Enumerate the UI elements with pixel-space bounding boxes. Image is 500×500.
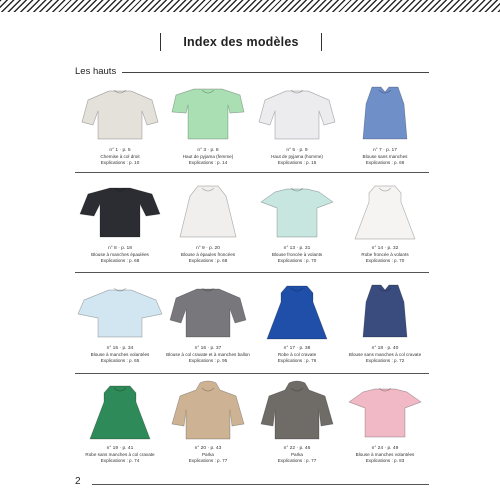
model-instructions: Explications : p. 95 <box>188 358 228 364</box>
gathered-shoulder-blouse-icon <box>164 180 252 242</box>
model-number: n° 14 · p. 32 <box>371 246 399 251</box>
model-number: n° 1 · p. 5 <box>109 148 131 153</box>
model-instructions: Explications : p. 66 <box>365 160 405 166</box>
model-name: Haut de pyjama (homme) <box>271 154 323 160</box>
model-item[interactable] <box>164 280 252 365</box>
row-divider <box>75 172 429 173</box>
model-item[interactable] <box>76 280 164 365</box>
model-number: n° 9 · p. 20 <box>196 246 220 251</box>
model-name: Haut de pyjama (femme) <box>182 154 234 160</box>
model-number: n° 22 · p. 46 <box>283 446 311 451</box>
model-instructions: Explications : p. 76 <box>277 358 317 364</box>
model-name: Parka <box>201 452 214 458</box>
ruffle-blouse-icon <box>253 180 341 242</box>
model-name: Blouse sans manches <box>362 154 408 160</box>
model-item[interactable] <box>253 180 341 265</box>
model-number: n° 18 · p. 40 <box>371 346 399 351</box>
model-caption <box>76 446 164 465</box>
model-number: n° 17 · p. 38 <box>283 346 311 351</box>
model-item[interactable] <box>341 380 429 465</box>
model-name: Blouse à épaules froncées <box>180 252 236 258</box>
model-number: n° 5 · p. 9 <box>286 148 308 153</box>
model-caption <box>164 346 252 365</box>
hatched-top-border <box>0 0 500 12</box>
model-instructions: Explications : p. 70 <box>277 258 317 264</box>
model-instructions: Explications : p. 70 <box>365 258 405 264</box>
model-instructions: Explications : p. 77 <box>188 458 228 464</box>
model-item[interactable] <box>341 280 429 365</box>
section-rule <box>122 72 429 73</box>
model-caption <box>253 246 341 265</box>
page-number: 2 <box>75 476 81 487</box>
model-caption <box>76 148 164 167</box>
model-caption <box>76 246 164 265</box>
striped-pajama-top-icon <box>253 82 341 144</box>
model-item[interactable] <box>76 180 164 265</box>
bottom-rule <box>92 484 429 485</box>
model-number: n° 24 · p. 49 <box>371 446 399 451</box>
model-item[interactable] <box>164 180 252 265</box>
model-instructions: Explications : p. 15 <box>277 160 317 166</box>
model-instructions: Explications : p. 72 <box>365 358 405 364</box>
model-name: Blouse froncée à volants <box>271 252 323 258</box>
model-instructions: Explications : p. 14 <box>188 160 228 166</box>
model-item[interactable] <box>164 380 252 465</box>
model-number: n° 15 · p. 34 <box>106 346 134 351</box>
sleeveless-blouse-icon <box>341 82 429 144</box>
model-instructions: Explications : p. 77 <box>277 458 317 464</box>
model-number: n° 19 · p. 41 <box>106 446 134 451</box>
model-caption <box>253 446 341 465</box>
model-instructions: Explications : p. 68 <box>100 258 140 264</box>
sleeveless-tie-blouse-icon <box>341 280 429 342</box>
model-caption <box>164 446 252 465</box>
model-name: Blouse à col cravate et à manches ballon <box>166 352 250 358</box>
model-instructions: Explications : p. 74 <box>100 458 140 464</box>
model-item[interactable] <box>76 380 164 465</box>
model-number: n° 3 · p. 8 <box>197 148 219 153</box>
row-divider <box>75 272 429 273</box>
model-caption <box>341 148 429 167</box>
model-name: Blouse à manches épaulées <box>91 252 149 258</box>
model-name: Robe à col cravate <box>277 352 317 358</box>
parka-icon <box>164 380 252 442</box>
model-name: Blouse sans manches à col cravate <box>348 352 422 358</box>
model-number: n° 8 · p. 18 <box>108 246 132 251</box>
model-name: Parka <box>290 452 303 458</box>
model-item[interactable] <box>253 82 341 167</box>
title-frame <box>160 33 322 51</box>
parka-icon <box>253 380 341 442</box>
model-item[interactable] <box>253 380 341 465</box>
model-name: Chemise à col droit <box>100 154 140 160</box>
ruffle-sleeve-blouse-icon <box>341 380 429 442</box>
pajama-top-icon <box>164 82 252 144</box>
model-caption <box>341 246 429 265</box>
model-caption <box>341 446 429 465</box>
model-number: n° 20 · p. 43 <box>194 446 222 451</box>
section-title: Les hauts <box>75 65 117 77</box>
model-name: Robe froncée à volants <box>361 252 409 258</box>
model-caption <box>341 346 429 365</box>
model-caption <box>164 246 252 265</box>
model-name: Blouse à manches volantées <box>355 452 415 458</box>
model-caption <box>76 346 164 365</box>
drop-shoulder-blouse-icon <box>76 180 164 242</box>
flutter-sleeve-blouse-icon <box>76 280 164 342</box>
model-item[interactable] <box>253 280 341 365</box>
model-caption <box>253 148 341 167</box>
model-instructions: Explications : p. 65 <box>100 358 140 364</box>
model-instructions: Explications : p. 83 <box>365 458 405 464</box>
model-number: n° 13 · p. 31 <box>283 246 311 251</box>
section-header <box>75 64 429 78</box>
model-item[interactable] <box>341 82 429 167</box>
row-divider <box>75 373 429 374</box>
model-name: Robe sans manches à col cravate <box>85 452 155 458</box>
model-number: n° 16 · p. 37 <box>194 346 222 351</box>
sleeveless-tie-dress-icon <box>76 380 164 442</box>
model-item[interactable] <box>76 82 164 167</box>
page-title: Index des modèles <box>183 35 299 49</box>
model-instructions: Explications : p. 68 <box>188 258 228 264</box>
grandad-shirt-icon <box>76 82 164 144</box>
model-caption <box>253 346 341 365</box>
model-item[interactable] <box>341 180 429 265</box>
tie-neck-blouse-icon <box>164 280 252 342</box>
model-item[interactable] <box>164 82 252 167</box>
model-number: n° 7 · p. 17 <box>373 148 397 153</box>
model-name: Blouse à manches volantées <box>90 352 150 358</box>
model-caption <box>164 148 252 167</box>
model-instructions: Explications : p. 10 <box>100 160 140 166</box>
tie-neck-dress-icon <box>253 280 341 342</box>
ruffle-dress-icon <box>341 180 429 242</box>
